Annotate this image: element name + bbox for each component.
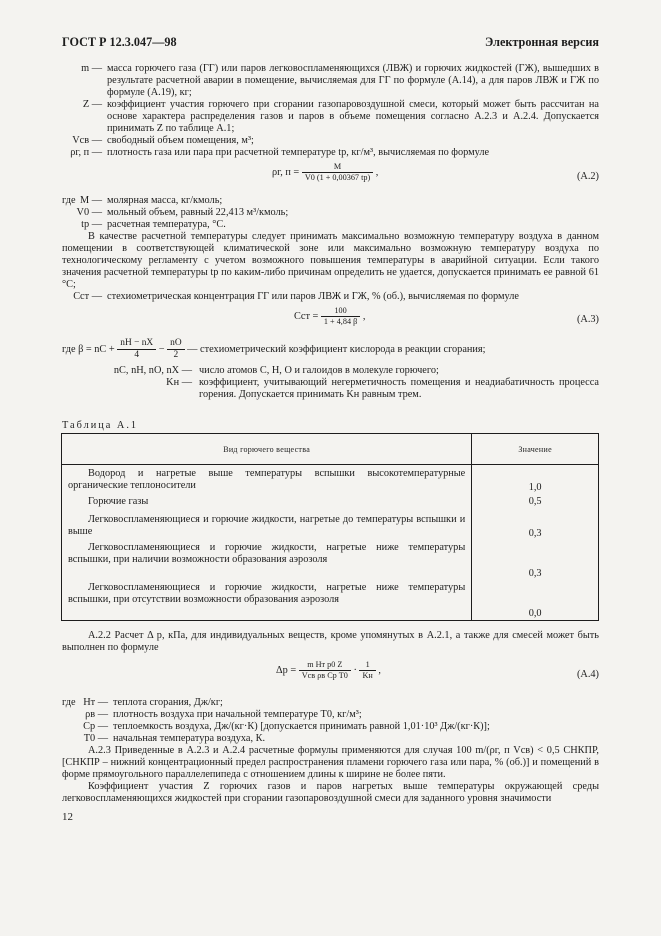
def-v0 bbox=[62, 207, 102, 219]
formula-a4-numerator: m Hт p0 Z bbox=[307, 660, 343, 669]
formula-a3-fraction bbox=[321, 306, 360, 327]
formula-a4-denominator-2: Kн bbox=[359, 670, 375, 681]
table-cell-text: Водород и нагретые выше температуры вспышки высокотемпературные органические теплоносители bbox=[68, 468, 466, 491]
table-row bbox=[62, 540, 599, 580]
table-row bbox=[62, 465, 599, 495]
table-row-value: 0,0 bbox=[472, 580, 599, 620]
def-m bbox=[62, 63, 102, 75]
table-cell-text: Легковоспламеняющиеся и горючие жидкости, нагретые до температуры вспышки и выше bbox=[68, 514, 466, 537]
def-z bbox=[62, 99, 102, 111]
formula-a2-lhs: ρг, п = bbox=[272, 166, 300, 178]
def-cp-symbol: Cр — bbox=[83, 721, 108, 732]
formula-a4-number: (А.4) bbox=[576, 669, 599, 680]
formula-a3-denominator: 1 + 4,84 β bbox=[321, 316, 360, 327]
def-t0-symbol: T0 — bbox=[83, 733, 108, 744]
paragraph-a22: А.2.2 Расчет Δ p, кПа, для индивидуальных веществ, кроме упомянутых в А.2.1, а также для смесей может быть выполнен по формуле bbox=[62, 630, 599, 653]
table-row-name bbox=[62, 580, 472, 620]
table-caption: Таблица А.1 bbox=[62, 420, 139, 431]
table-row-value: 0,3 bbox=[472, 540, 599, 580]
def-rho-text: плотность газа или пара при расчетной температуре tр, кг/м³, вычисляемая по формуле bbox=[107, 147, 490, 158]
def-cp-text: теплоемкость воздуха, Дж/(кг·К) [допускается принимать равной 1,01·10³ Дж/(кг·К)]; bbox=[113, 721, 490, 732]
def-cst bbox=[54, 291, 102, 303]
def-rhob bbox=[62, 709, 108, 721]
def-tp-text: расчетная температура, °С. bbox=[107, 219, 226, 230]
table-row bbox=[62, 512, 599, 540]
def-z-text: коэффициент участия горючего при сгорании газопаровоздушной смеси, который может быть рассчитан на основе характера распределения газов и паров в объеме помещения согласно А.2.3 и А.2.4. Допускается принимать Z по таблице А.1; bbox=[107, 99, 599, 134]
table-header-substance: Вид горючего вещества bbox=[62, 434, 472, 465]
formula-a2-numerator: M bbox=[333, 162, 342, 171]
def-k bbox=[152, 377, 192, 389]
beta-minus: − bbox=[158, 343, 165, 355]
formula-a2-fraction bbox=[302, 162, 373, 183]
beta-formula bbox=[62, 338, 486, 361]
def-n-text: число атомов С, Н, О и галоидов в молекуле горючего; bbox=[199, 365, 439, 376]
table-row-name bbox=[62, 465, 472, 495]
beta-fraction-1 bbox=[117, 338, 156, 361]
paragraph-temperature: В качестве расчетной температуры следует принимать максимально возможную температуру воздуха в данном помещении в соответствующей климатической зоне или максимально возможную температуру воздуха по технологическому регламенту с учетом возможного повышения температуры в аварийной ситуации. Если такого значения расчетной температуры tр по каким-либо причинам определить не удается, допускается принимать ее равной 61 °С; bbox=[62, 231, 599, 290]
def-cp bbox=[62, 721, 108, 733]
def-rho bbox=[50, 147, 102, 159]
table-row-value: 0,3 bbox=[472, 512, 599, 540]
beta-f1-numerator: nН − nХ bbox=[120, 338, 154, 348]
standard-number: ГОСТ Р 12.3.047—98 bbox=[62, 35, 177, 49]
beta-f2-denominator: 2 bbox=[167, 349, 184, 361]
formula-a4-numerator-2: 1 bbox=[365, 660, 370, 669]
table-header-value: Значение bbox=[472, 434, 599, 465]
formula-a4-fraction bbox=[299, 660, 351, 681]
beta-description: — стехиометрический коэффициент кислорода в реакции сгорания; bbox=[187, 343, 486, 355]
paragraph-z: Коэффициент участия Z горючих газов и паров нагретых выше температуры окружающей среды легковоспламеняющихся жидкостей при сгорании газопаровоздушной смеси для заданного уровня значимости bbox=[62, 781, 599, 804]
page-number: 12 bbox=[62, 811, 73, 823]
formula-a3-lhs: Cст = bbox=[294, 310, 319, 322]
def-ht-text: теплота сгорания, Дж/кг; bbox=[113, 697, 223, 708]
def-n bbox=[92, 365, 192, 377]
def-molar-text: молярная масса, кг/кмоль; bbox=[107, 195, 223, 206]
def-ht bbox=[62, 697, 108, 709]
formula-a4 bbox=[276, 660, 381, 681]
formula-a2-denominator: V0 (1 + 0,00367 tр) bbox=[302, 172, 373, 183]
formula-a4-denominator: Vсв ρв Cр T0 bbox=[299, 670, 351, 681]
def-m-symbol: m — bbox=[81, 63, 102, 74]
def-t0 bbox=[62, 733, 108, 745]
beta-f1-denominator: 4 bbox=[117, 349, 156, 361]
beta-fraction-2 bbox=[167, 338, 184, 361]
table-row-name bbox=[62, 512, 472, 540]
formula-a2 bbox=[272, 162, 378, 183]
edition-label: Электронная версия bbox=[485, 35, 599, 49]
def-t0-text: начальная температура воздуха, К. bbox=[113, 733, 266, 744]
def-vsv-text: свободный объем помещения, м³; bbox=[107, 135, 254, 146]
def-ht-symbol: Hт — bbox=[83, 697, 108, 708]
table-row-value: 1,0 bbox=[472, 465, 599, 495]
table-row-value: 0,5 bbox=[472, 494, 599, 512]
table-row bbox=[62, 580, 599, 620]
def-m-text: масса горючего газа (ГГ) или паров легковоспламеняющихся (ЛВЖ) и горючих жидкостей (ГЖ), вышедших в результате расчетной аварии в помещение, вычисляемая для ГГ по формуле (А.14), а для паров ЛВЖ и ГЖ по формуле (А.19), кг; bbox=[107, 63, 599, 98]
formula-a4-dot: · bbox=[353, 664, 357, 676]
formula-a2-comma: , bbox=[375, 166, 379, 178]
table-cell-text: Горючие газы bbox=[88, 496, 149, 507]
def-vsv-symbol: Vсв — bbox=[72, 135, 102, 146]
def-vsv bbox=[62, 135, 102, 147]
paragraph-a23: А.2.3 Приведенные в А.2.3 и А.2.4 расчетные формулы применяются для случая 100 m/(ρг, п Vсв) < 0,5 CНКПР, [CНКПР – нижний концентрационный предел распространения пламени горючего газа или пара, % (об.)] и помещений в форме прямоугольного параллелепипеда с отношением длины к ширине не более пяти. bbox=[62, 745, 599, 780]
def-v0-text: мольный объем, равный 22,413 м³/кмоль; bbox=[107, 207, 289, 218]
def-z-symbol: Z — bbox=[82, 99, 102, 110]
def-cst-text: стехиометрическая концентрация ГГ или паров ЛВЖ и ГЖ, % (об.), вычисляемая по формуле bbox=[107, 291, 519, 302]
where-label-2: где bbox=[62, 697, 76, 708]
formula-a3-comma: , bbox=[362, 310, 366, 322]
formula-a2-number: (А.2) bbox=[576, 171, 599, 182]
formula-a4-comma: , bbox=[378, 664, 381, 676]
table-cell-text: Легковоспламеняющиеся и горючие жидкости, нагретые ниже температуры вспышки, при отсутствии возможности образования аэрозоля bbox=[68, 582, 466, 605]
table-cell-text: Легковоспламеняющиеся и горючие жидкости, нагретые ниже температуры вспышки, при наличии возможности образования аэрозоля bbox=[68, 542, 466, 565]
formula-a4-lhs: Δp = bbox=[276, 664, 297, 676]
def-n-symbol: nC, nН, nО, nХ — bbox=[113, 365, 192, 376]
where-label-1: где bbox=[62, 195, 76, 206]
def-rhob-symbol: ρв — bbox=[85, 709, 108, 720]
formula-a3 bbox=[294, 306, 365, 327]
formula-a3-numerator: 100 bbox=[334, 306, 347, 315]
def-molar bbox=[62, 195, 102, 207]
def-rhob-text: плотность воздуха при начальной температуре T0, кг/м³; bbox=[113, 709, 362, 720]
def-tp bbox=[62, 219, 102, 231]
table-row bbox=[62, 494, 599, 512]
beta-f2-numerator: nО bbox=[170, 338, 182, 348]
def-v0-symbol: V0 — bbox=[76, 207, 102, 218]
def-tp-symbol: tр — bbox=[81, 219, 102, 230]
beta-prefix: где β = nC + bbox=[62, 343, 115, 355]
def-k-text: коэффициент, учитывающий негерметичность помещения и неадиабатичность процесса горения. Допускается принимать Kн равным трем. bbox=[199, 377, 599, 400]
table-row-name bbox=[62, 540, 472, 580]
formula-a4-fraction-2 bbox=[359, 660, 375, 681]
def-cst-symbol: Cст — bbox=[73, 291, 102, 302]
def-molar-symbol: M — bbox=[79, 195, 102, 206]
def-rho-symbol: ρг, п — bbox=[70, 147, 102, 158]
table-row-name bbox=[62, 494, 472, 512]
def-k-symbol: Kн — bbox=[166, 377, 192, 388]
formula-a3-number: (А.3) bbox=[576, 314, 599, 325]
table-a1 bbox=[61, 433, 599, 621]
